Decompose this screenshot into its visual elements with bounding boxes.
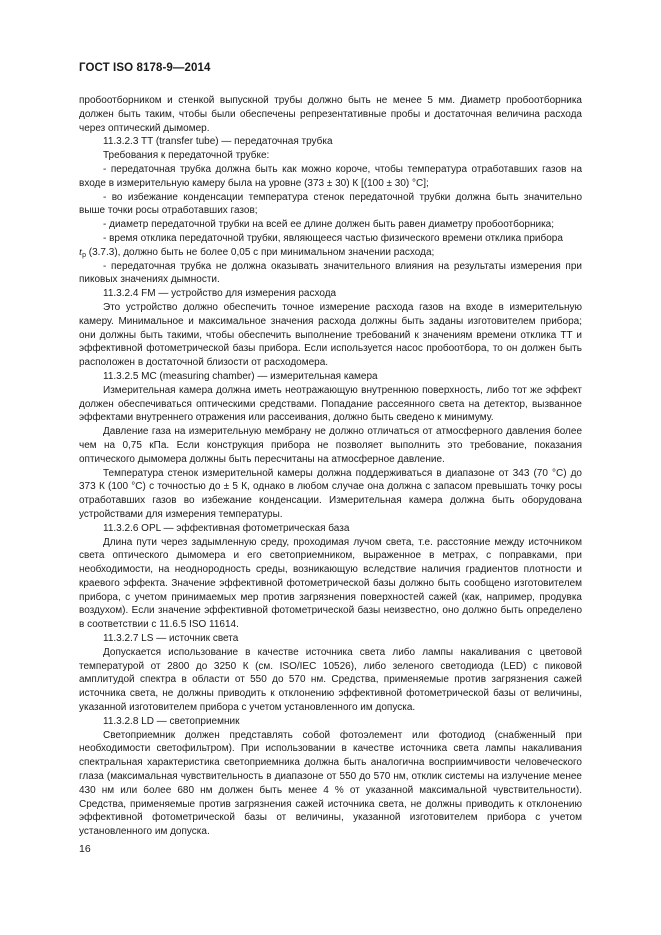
standard-header: ГОСТ ISO 8178-9—2014	[79, 62, 211, 74]
section-heading-mc: 11.3.2.5 MC (measuring chamber) — измерительная камера	[103, 370, 378, 382]
paragraph: Давление газа на измерительную мембрану не должно отличаться от атмосферного давления более чем на 0,75 кПа. Если конструкция прибора не позволяет выполнить это требование, показания оптического дымомера должны быть пересчитаны на атмосферное давление.	[79, 426, 582, 465]
list-item: - передаточная трубка не должна оказывать значительного влияния на результаты измерения при пиковых значениях дымности.	[79, 260, 582, 286]
formula-symbol: t	[79, 245, 83, 258]
section-heading-ld: 11.3.2.8 LD — светоприемник	[103, 715, 240, 727]
paragraph: Температура стенок измерительной камеры должна поддерживаться в диапазоне от 343 (70 °C) до 373 К (100 °C) с точностью до ± 5 К, однако в любом случае она должна с запасом превышать точку росы отработавших газов во избежание конденсации. Измерительная камера должна быть оборудована устройствами для измерения температуры.	[79, 467, 582, 520]
list-intro: Требования к передаточной трубке:	[103, 150, 270, 162]
paragraph: Это устройство должно обеспечить точное измерение расхода газов на входе в измерительную камеру. Минимальное и максимальное значения расхода должны быть заданы изготовителем прибора; они должны быть такими, чтобы обеспечить выполнение требований к значениям времени отклика TT и эффективной фотометрической базы прибора. Если используется насос пробоотбора, то он должен быть расположен в достаточной близости от расходомера.	[79, 301, 582, 369]
paragraph: Измерительная камера должна иметь неотражающую внутреннюю поверхность, либо тот же эффект должен обеспечиваться оптическими средствами. Попадание рассеянного света на детектор, вызванное эффектами внутреннего отражения или рассеивания, должно быть сведено к минимуму.	[79, 384, 582, 424]
body-text	[79, 94, 582, 839]
section-heading-opl: 11.3.2.6 OPL — эффективная фотометрическая база	[103, 522, 350, 534]
section-heading-fm: 11.3.2.4 FM — устройство для измерения расхода	[103, 288, 337, 300]
section-heading-ls: 11.3.2.7 LS — источник света	[103, 633, 239, 645]
list-item-continuation	[79, 246, 582, 260]
list-item: - диаметр передаточной трубки на всей ее длине должен быть равен диаметру пробоотборника;	[103, 219, 555, 231]
paragraph: Длина пути через задымленную среду, проходимая лучом света, т.е. расстояние между источником света оптического дымомера и его светоприемником, выраженное в метрах, с поправками, при необходимости, на неоднородность среды, возникающую вследствие наличия градиентов плотности и краевого эффекта. Значение эффективной фотометрической базы должно быть сообщено изготовителем прибора, с учетом принимаемых мер против загрязнения поверхностей сажей (как, например, продувка воздухом). Если значение эффективной фотометрической базы неизвестно, оно должно быть определено в соответствии с 11.6.5 ISO 11614.	[79, 536, 582, 631]
list-item: - во избежание конденсации температура стенок передаточной трубки должна быть значительно выше точки росы отработавших газов;	[79, 191, 582, 217]
page-number: 16	[79, 843, 91, 855]
list-item: - передаточная трубка должна быть как можно короче, чтобы температура отработавших газов на входе в измерительную камеру была на уровне (373 ± 30) К [(100 ± 30) °C];	[79, 163, 582, 189]
list-item: - время отклика передаточной трубки, являющееся частью физического времени отклика прибора	[103, 232, 563, 244]
formula-subscript: p	[82, 251, 86, 259]
paragraph: Светоприемник должен представлять собой фотоэлемент или фотодиод (снабженный при необходимости светофильтром). При использовании в качестве источника света лампы накаливания спектральная характеристика светоприемника должна быть аналогична восприимчивости человеческого глаза (максимальная чувствительность в диапазоне от 550 до 570 нм, отклик системы на излучение менее 430 нм или более 680 нм должен быть менее 4 % от указанной максимальной чувствительности). Средства, применяемые против загрязнения сажей источника света, не должны приводить к отклонению эффективной фотометрической базы от величины, указанной изготовителем прибора с учетом установленного им допуска.	[79, 729, 582, 838]
list-item-text: (3.7.3), должно быть не более 0,05 с при минимальном значении расхода;	[85, 246, 435, 258]
paragraph-continuation: пробоотборником и стенкой выпускной трубы должно быть не менее 5 мм. Диаметр пробоотборника должен быть таким, чтобы были обеспечены репрезентативные пробы и достаточная величина расхода через оптический дымомер.	[79, 95, 582, 134]
section-heading-tt: 11.3.2.3 TT (transfer tube) — передаточная трубка	[103, 136, 333, 148]
paragraph: Допускается использование в качестве источника света либо лампы накаливания с цветовой температурой от 2800 до 3250 К (см. ISO/IEC 10526), либо зеленого светодиода (LED) с пиковой амплитудой спектра в области от 550 до 570 нм. Средства, применяемые против загрязнения сажей источника света, не должны приводить к отклонению эффективной фотометрической базы от величины, указанной изготовителем прибора с учетом установленного им допуска.	[79, 646, 582, 714]
